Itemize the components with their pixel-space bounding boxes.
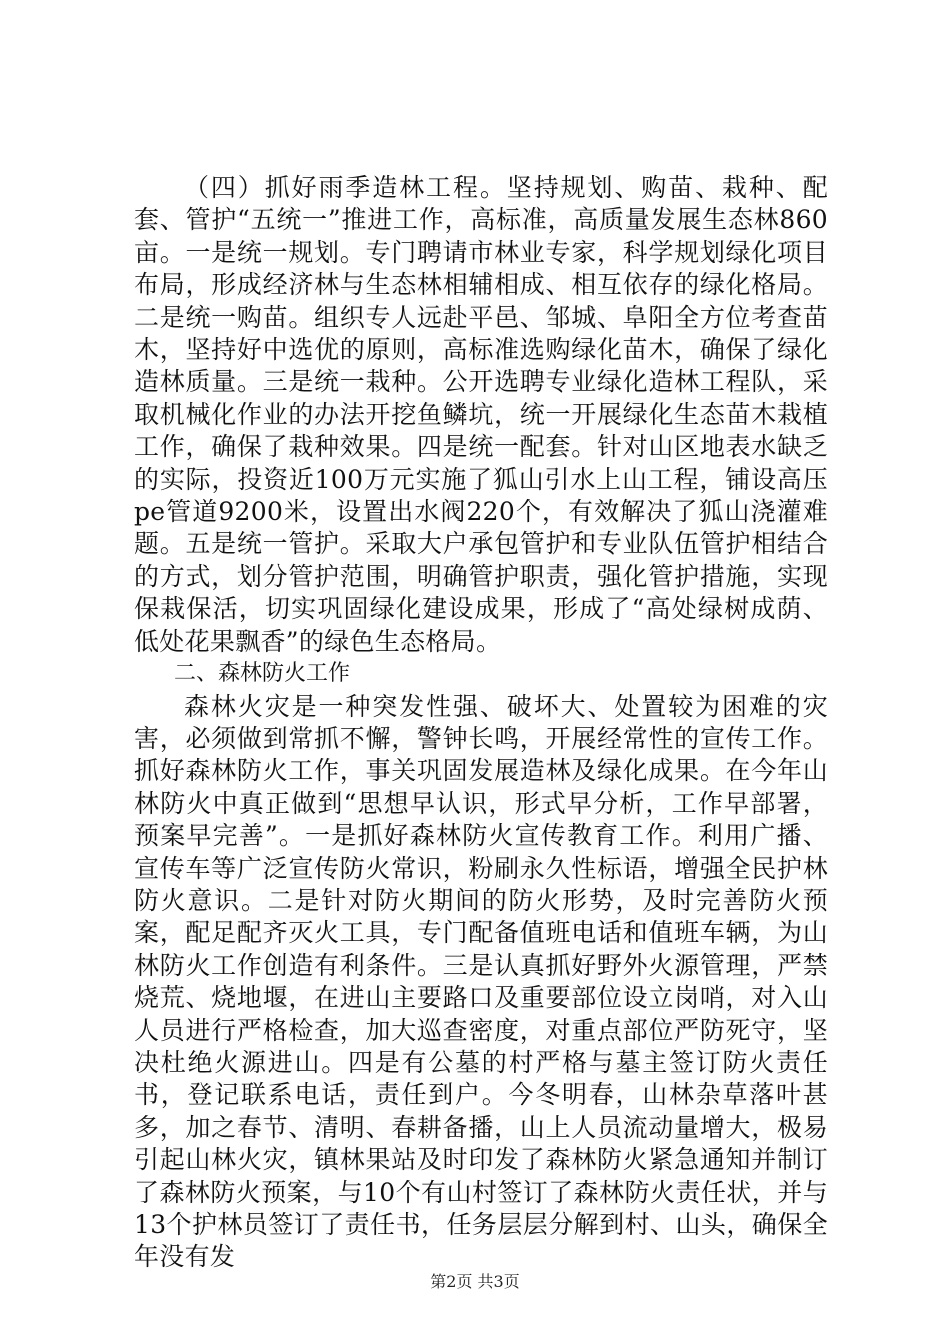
document-body	[134, 172, 828, 1274]
page-footer: 第2页 共3页	[430, 1272, 520, 1291]
paragraph-reforestation: （四）抓好雨季造林工程。坚持规划、购苗、栽种、配套、管护“五统一”推进工作，高标准，高质量发展生态林860亩。一是统一规划。专门聘请市林业专家，科学规划绿化项目布局，形成经济林与生态林相辅相成、相互依存的绿化格局。二是统一购苗。组织专人远赴平邑、邹城、阜阳全方位考查苗木，坚持好中选优的原则，高标准选购绿化苗木，确保了绿化造林质量。三是统一栽种。公开选聘专业绿化造林工程队，采取机械化作业的办法开挖鱼鳞坑，统一开展绿化生态苗木栽植工作，确保了栽种效果。四是统一配套。针对山区地表水缺乏的实际，投资近100万元实施了狐山引水上山工程，铺设高压pe管道9200米，设置出水阀220个，有效解决了狐山浇灌难题。五是统一管护。采取大户承包管护和专业队伍管护相结合的方式，划分管护范围，明确管护职责，强化管护措施，实现保栽保活，切实巩固绿化建设成果，形成了“高处绿树成荫、低处花果飘香”的绿色生态格局。	[134, 173, 828, 656]
paragraph-fire-prevention: 森林火灾是一种突发性强、破坏大、处置较为困难的灾害，必须做到常抓不懈，警钟长鸣，开展经常性的宣传工作。抓好森林防火工作，事关巩固发展造林及绿化成果。在今年山林防火中真正做到“思想早认识，形式早分析，工作早部署，预案早完善”。一是抓好森林防火宣传教育工作。利用广播、宣传车等广泛宣传防火常识，粉刷永久性标语，增强全民护林防火意识。二是针对防火期间的防火形势，及时完善防火预案，配足配齐灭火工具，专门配备值班电话和值班车辆，为山林防火工作创造有利条件。三是认真抓好野外火源管理，严禁烧荒、烧地堰，在进山主要路口及重要部位设立岗哨，对入山人员进行严格检查，加大巡查密度，对重点部位严防死守，坚决杜绝火源进山。四是有公墓的村严格与墓主签订防火责任书，登记联系电话，责任到户。今冬明春，山林杂草落叶甚多，加之春节、清明、春耕备播，山上人员流动量增大，极易引起山林火灾，镇林果站及时印发了森林防火紧急通知并制订了森林防火预案，与10个有山村签订了森林防火责任状，并与13个护林员签订了责任书，任务层层分解到村、山头，确保全年没有发	[134, 691, 828, 1272]
section-heading-fire-prevention: 二、森林防火工作	[174, 661, 351, 687]
